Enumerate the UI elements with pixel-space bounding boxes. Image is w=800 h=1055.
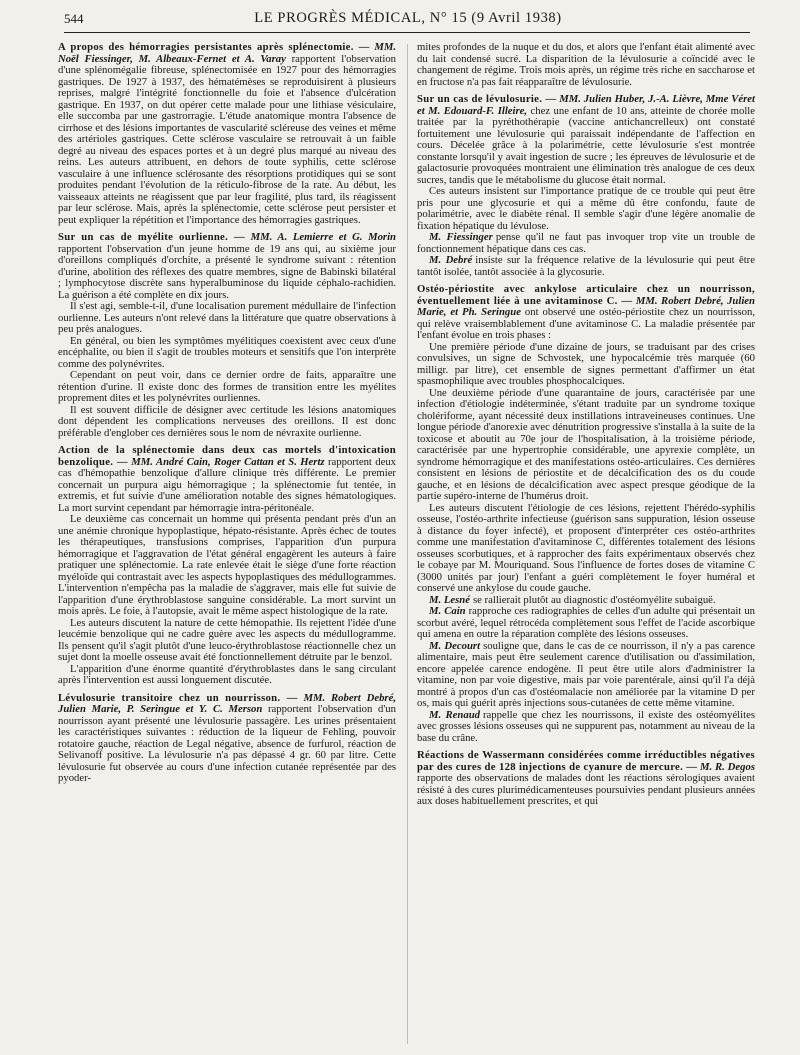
paragraph-text: Les auteurs discutent l'étiologie de ces lésions, rejettent l'hérédo-syphilis osseuse, l'ostéo-arthrite infectieuse (guérison sans suppuration, lésion osseuse à distance du foyer infecté), et proposent d'interpréter ces ostéo-arthrites comme une manifestation d'avitaminose C, différentes totalement des lésions osseuses scorbutiques, et à rapprocher des faits expérimentaux observés chez le cobaye par M. Mouriquand. Sous l'influence de fortes doses de vitamine C (3000 unités par jour) l'enfant a guéri complètement le foyer huméral et conservé une ankylose du coude gauche. [417,501,755,594]
author-names: MM. Noël Fiessinger, M. Albeaux-Fernet et A. Varay [58,41,397,65]
paragraph-text: rapportent l'observation d'un nourrisson ayant présenté une lévulosurie passagère. Les urines présentaient les caractéristiques suivantes : réduction de la liqueur de Fehling, pouvoir rotatoire gauche, réaction de Legal négative, absence de furfurol, réaction de Selivanoff positive. La lévulosurie n'a pas dépassé 4 gr. 60 par litre. Cette lévulosurie fut observée au cours d'une infection cutanée représentée par des pyoder- [58,703,396,784]
paragraph-text: mites profondes de la nuque et du dos, et alors que l'enfant était alimenté avec du lait condensé sucré. La disparition de la lévulosurie a coïncidé avec le changement de régime. Trois mois après, un régime très riche en saccharose et en fructose n'a pas fait réapparaître de lévulosurie. [417,41,755,88]
right-column [417,42,755,814]
article-paragraph [417,503,755,595]
article-paragraph [417,388,755,503]
remark-speaker: M. Lesné [429,593,470,606]
author-names: MM. A. Lemierre et G. Morin [250,231,396,243]
running-title: LE PROGRÈS MÉDICAL, N° 15 (9 Avril 1938) [254,10,562,26]
article-block [417,750,755,808]
article-paragraph [58,301,396,336]
article-block [58,232,396,439]
article-block [417,94,755,278]
article-paragraph [58,664,396,687]
paragraph-text: rapporte des observations de malades dont les réactions sérologiques avaient résisté à des cures plurimédicamenteuses poursuivies pendant plusieurs années aux doses habituellement prescrites, et qui [417,772,755,807]
paragraph-text: rapportent deux cas d'hémopathie benzolique d'allure clinique très différente. Le premier concernait un purpura aigu hémorragique ; la splénectomie fut tentée, in extremis, et fut suivie d'une amélioration notable des signes hématologiques. La mort survint cependant par hémorragie intra-péritonéale. [58,455,397,514]
author-names: MM. Robert Debré, Julien Marie, P. Seringue et Y. C. Merson [58,691,396,715]
remark-text: rapproche ces radiographies de celles d'un adulte qui présentait un scorbut avéré, lequel rétrocéda complètement sous l'effet de l'acide ascorbique qui amena en outre la réparation complète des lésions osseuses. [417,605,755,640]
paragraph-text: Cependant on peut voir, dans ce dernier ordre de faits, apparaître une rétention d'urine. Il existe donc des formes de transition entre les myélites proprement dites et les polynévrites ourliennes. [58,369,396,404]
paragraph-text: Il s'est agi, semble-t-il, d'une localisation purement médullaire de l'infection ourlienne. Les auteurs n'ont relevé dans la littérature que quatre observations à peu près analogues. [58,300,396,335]
article-paragraph [417,186,755,232]
article-paragraph [58,618,396,664]
section-heading: Sur un cas de myélite ourlienne. — [58,231,245,243]
column-divider [407,44,408,1044]
discussion-remark [417,606,755,641]
remark-speaker: M. Debré [429,254,473,266]
discussion-remark [417,255,755,278]
left-column [58,42,396,791]
article-paragraph [58,514,396,618]
remark-text: rappelle que chez les nourrissons, il existe des ostéomyélites avec grosses lésions osseuses qui ne suppurent pas, notamment au niveau de la base du crâne. [417,708,755,744]
paragraph-text: rapportent l'observation d'une splénomégalie fibreuse, splénectomisée en 1927 pour des hémorragies gastriques. De 1927 à 1937, des hématémèses se reproduisirent à plusieurs reprises, malgré l'intégrité fonctionnelle du foie et l'absence d'ulcération gastrique. En 1937, on dut opérer cette malade pour une lithiase vésiculaire, elle succomba par une gastrorragie. L'étude anatomique montra l'absence de cirrhose et des lésions importantes de vascularité scléreuse des veines et même des artérioles gastriques. Cette sclérose vasculaire se retrouvait à un faible degré au niveau des espaces portes et à un degré plus marqué au niveau des reins. Les auteurs attribuent, en dehors de toute syphilis, cette sclérose vasculaire à une influence sclérosante des résorptions protidiques qui se sont produites pendant l'évolution de la réticulo-fibrose de la rate. Au début, les vaisseaux atteints ne réagissent que par leur fragilité, plus tard, ils réagissent par leur sclérose. Mais, après la splénectomie, cette sclérose peut persister et peut expliquer la répétition et l'importance des hémorragies gastriques. [58,52,397,226]
section-heading: Ostéo-périostite avec ankylose articulaire chez un nourrisson, éventuellement liée à une avitaminose C. — [417,283,755,307]
remark-speaker: M. Decourt [429,639,481,652]
article-paragraph [417,94,755,186]
paragraph-text: ont observé une ostéo-périostite chez un nourrisson, qui relève vraisemblablement d'une avitaminose C. La maladie présentée par l'enfant évolue en trois phases : [417,306,755,341]
section-heading: A propos des hémorragies persistantes après splénectomie. — [58,41,370,53]
paragraph-text: En général, ou bien les symptômes myélitiques coexistent avec ceux d'une encéphalite, ou bien il s'agit de troubles moteurs et sensitifs que l'on interprète comme des polynévrites. [58,334,396,370]
paragraph-text: rapportent l'observation d'un jeune homme de 19 ans qui, au sixième jour d'oreillons compliqués d'orchite, a présenté le syndrome suivant : rétention d'urine, abolition des réflexes des quatre membres, signe de Babinski bilatéral ; lymphocytose discrète sans hyperalbuminose du liquide céphalo-rachidien. La guérison a été complète en dix jours. [58,242,396,301]
author-names: M. R. Degos [700,760,755,773]
remark-text: se rallierait plutôt au diagnostic d'ostéomyélite subaiguë. [472,593,716,606]
article-paragraph [417,284,755,342]
paragraph-text: Le deuxième cas concernait un homme qui présenta pendant près d'un an une anémie chronique hypoplastique, hépato-résistante. Après échec de toutes les thérapeutiques, transfusions comprises, l'apparition d'un purpura hémorragique et l'aggravation de l'état général engagèrent les auteurs à faire pratiquer une splénectomie. La rate enlevée était le siège d'une forte réaction myéloïde qui contrastait avec les aspects hypoplastiques des médullogrammes. L'intervention n'empêcha pas la maladie de s'aggraver, mais elle fut suivie de l'apparition d'une érythroblastose sanguine considérable. La mort survint un mois après. Le foie, à l'autopsie, avait le même aspect histologique de la rate. [58,513,396,617]
paragraph-text: Une première période d'une dizaine de jours, se traduisant par des crises convulsives, un signe de Schvostek, une hypocalcémie très marquée (60 milligr. par litre), cet ensemble de signes permettant d'affirmer un état spasmophilique avec troubles phosphocalciques. [417,340,755,387]
article-paragraph [58,42,396,226]
author-names: MM. Julien Huber, J.-A. Lièvre, Mme Véret et M. Edouard-F. Illeire, [417,93,755,117]
article-paragraph [58,445,396,514]
remark-speaker: M. Fiessinger [429,231,493,243]
discussion-remark [417,710,755,745]
paragraph-text: L'apparition d'une énorme quantité d'érythroblastes dans le sang circulant après l'intervention est aussi longuement discutée. [58,662,396,686]
section-heading: Action de la splénectomie dans deux cas mortels d'intoxication benzolique. — [58,444,396,468]
article-block [58,445,396,687]
article-paragraph [58,405,396,440]
discussion-remark [417,641,755,710]
section-heading: Réactions de Wassermann considérées comme irréductibles négatives par des cures de 128 injections de cyanure de mercure. — [417,749,755,773]
remark-text: pense qu'il ne faut pas invoquer trop vite un trouble de fonctionnement hépatique dans ces cas. [417,231,755,255]
paragraph-text: Les auteurs discutent la nature de cette hémopathie. Ils rejettent l'idée d'une leucémie benzolique qui ne cadre guère avec les aspects du médullogramme. Ils pensent qu'il s'agit plutôt d'une leuco-érythroblastose réactionnelle chez un sujet dont la moelle osseuse avait été fonctionnellement détruite par le benzol. [58,616,396,663]
article-paragraph [58,336,396,371]
article-paragraph [58,232,396,301]
remark-speaker: M. Cain [429,605,466,617]
section-heading: Lévulosurie transitoire chez un nourrisson. — [58,691,298,704]
page-header [64,8,752,30]
article-block [417,284,755,744]
paragraph-text: chez une enfant de 10 ans, atteinte de chorée molle traitée par la pyréthothérapie (vaccine antichancrelleux) ont constaté fortuitement une lévulosurie qui paraissait indépendante de l'affection en cours. Décelée grâce à la polarimétrie, cette lévulosurie s'est montrée constante lorsqu'il y avait ingestion de sucre ; les épreuves de lévulosurie et de galactosurie provoquées montraient une élimination très analogue de ces deux sucres, tandis que le métabolisme du glucose était normal. [417,104,755,186]
article-block [417,42,755,88]
author-names: MM. André Cain, Roger Cattan et S. Hertz [131,455,325,468]
remark-text: souligne que, dans le cas de ce nourrisson, il n'y a pas carence alimentaire, mais peut être seulement carence d'utilisation ou d'assimilation, encore appelée carence endogène. Il peut être utile alors d'administrer la vitamine, non par voie digestive, mais par voie parentérale, ainsi qu'il l'a déjà montré à propos d'un cas d'ostéomalacie non améliorée par la vitamine D per os, mais qui guérit après injections sous-cutanées de cette même vitamine. [417,639,755,709]
article-block [58,693,396,785]
article-paragraph [417,750,755,808]
paragraph-text: Une deuxième période d'une quarantaine de jours, caractérisée par une infection d'étiologie indéterminée, s'étant traduite par un syndrome toxique cholériforme, ayant nécessité deux instillations intraveineuses continues. Une longue période d'anorexie avec dénutrition progressive s'installa à la suite de la toxicose et aboutit au 70e jour de l'hospitalisation, à la troisième période, caractérisée par une hypertrophie considérable, une apyrexie complète, un syndrome hémorragique et des manifestations ostéo-articulaires. Ces dernières consistent en lésions de périostite et de décalcification des os du coude gauche, et en lésions de décalcification avec aspect presque géodique de la partie supéro-interne de l'humérus droit. [417,386,755,502]
discussion-remark [417,232,755,255]
paragraph-text: Il est souvent difficile de désigner avec certitude les lésions anatomiques dont dépendent les complications nerveuses des oreillons. Il est donc préférable d'englober ces dernières sous le nom de névraxite ourlienne. [58,403,396,439]
article-paragraph [58,693,396,785]
section-heading: Sur un cas de lévulosurie. — [417,93,557,105]
article-paragraph [417,42,755,88]
remark-text: insiste sur la fréquence relative de la lévulosurie qui peut être tantôt isolée, tantôt associée à la glycosurie. [417,254,755,278]
article-paragraph [58,370,396,405]
paragraph-text: Ces auteurs insistent sur l'importance pratique de ce trouble qui peut être pris pour une glycosurie et qui a même dû être confondu, faute de polarimétrie, avec le diabète rénal. Il semble s'agir d'une légère anomalie de fixation hépatique du lévulose. [417,185,755,232]
header-rule [64,32,750,33]
remark-speaker: M. Renaud [429,708,480,721]
author-names: MM. Robert Debré, Julien Marie, et Ph. Seringue [417,294,755,318]
article-block [58,42,396,226]
page-number: 544 [64,11,84,26]
article-paragraph [417,342,755,388]
